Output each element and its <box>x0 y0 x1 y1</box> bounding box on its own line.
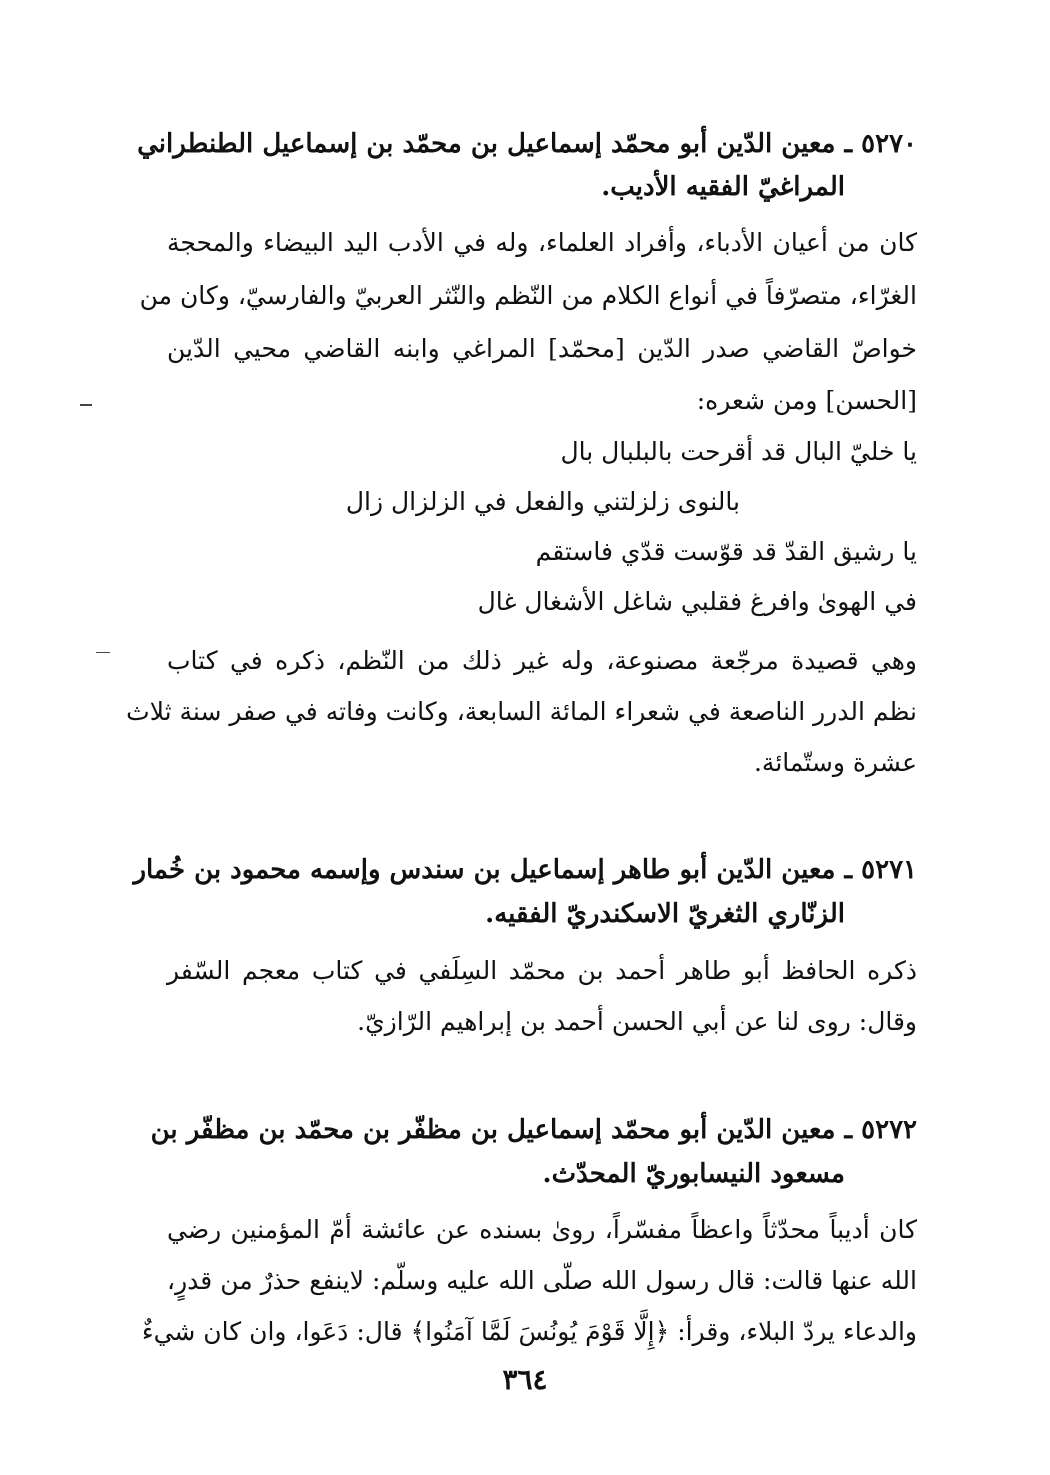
entry-5270-heading-line1: ٥٢٧٠ ـ معين الدّين أبو محمّد إسماعيل بن محمّد بن إسماعيل الطنطراني <box>137 129 917 159</box>
entry-5272-paragraph-line3: والدعاء يردّ البلاء، وقرأ: ﴿إِلَّا قَوْمَ يُونُسَ لَمَّا آمَنُوا﴾ قال: دَعَوا، وان كان شيءٌ <box>141 1317 917 1346</box>
entry-5270-paragraph-line5: وهي قصيدة مرجّعة مصنوعة، وله غير ذلك من النّظم، ذكره في كتاب <box>167 646 917 675</box>
entry-5272-paragraph-line1: كان أديباً محدّثاً واعظاً مفسّراً، روىٰ بسنده عن عائشة أمّ المؤمنين رضي <box>167 1215 917 1244</box>
entry-5272-heading-line1: ٥٢٧٢ ـ معين الدّين أبو محمّد إسماعيل بن مظفّر بن محمّد بن مظفّر بن <box>150 1115 917 1145</box>
entry-5270-paragraph-line4: [الحسن] ومن شعره: <box>696 386 917 415</box>
entry-5270-heading-line2: المراغيّ الفقيه الأديب. <box>601 172 845 202</box>
entry-5271-paragraph-line1: ذكره الحافظ أبو طاهر أحمد بن محمّد السِلَفي في كتاب معجم السّفر <box>167 956 917 985</box>
poem-verse-3: يا رشيق القدّ قد قوّست قدّي فاستقم <box>535 537 917 566</box>
poem-verse-4: في الهوىٰ وافرغ فقلبي شاغل الأشغال غال <box>477 587 917 616</box>
entry-5271-paragraph-line2: وقال: روى لنا عن أبي الحسن أحمد بن إبراهيم الرّازيّ. <box>357 1007 917 1036</box>
entry-5270-paragraph-line6: نظم الدرر الناصعة في شعراء المائة السابعة، وكانت وفاته في صفر سنة ثلاث <box>126 697 917 726</box>
entry-5270-paragraph-line3: خواصّ القاضي صدر الدّين [محمّد] المراغي وابنه القاضي محيي الدّين <box>167 334 917 363</box>
entry-5270-paragraph-line1: كان من أعيان الأدباء، وأفراد العلماء، وله في الأدب اليد البيضاء والمحجة <box>167 228 917 257</box>
entry-5270-paragraph-line2: الغرّاء، متصرّفاً في أنواع الكلام من النّظم والنّثر العربيّ والفارسيّ، وكان من <box>139 281 917 310</box>
margin-mark <box>96 652 110 653</box>
margin-mark <box>80 404 92 406</box>
entry-5272-paragraph-line2: الله عنها قالت: قال رسول الله صلّى الله عليه وسلّم: لاينفع حذرٌ من قدرٍ، <box>167 1266 917 1295</box>
entry-5271-heading-line1: ٥٢٧١ ـ معين الدّين أبو طاهر إسماعيل بن سندس وإسمه محمود بن خُمار <box>133 855 917 885</box>
entry-5271-heading-line2: الزنّاري الثغريّ الاسكندريّ الفقيه. <box>485 899 845 929</box>
poem-verse-2: بالنوى زلزلتني والفعل في الزلزال زال <box>345 487 740 516</box>
entry-5270-paragraph-line7: عشرة وستّمائة. <box>753 748 917 777</box>
poem-verse-1: يا خليّ البال قد أقرحت بالبلبال بال <box>560 437 917 466</box>
page-number: ٣٦٤ <box>502 1363 548 1396</box>
entry-5272-heading-line2: مسعود النيسابوريّ المحدّث. <box>542 1159 845 1189</box>
